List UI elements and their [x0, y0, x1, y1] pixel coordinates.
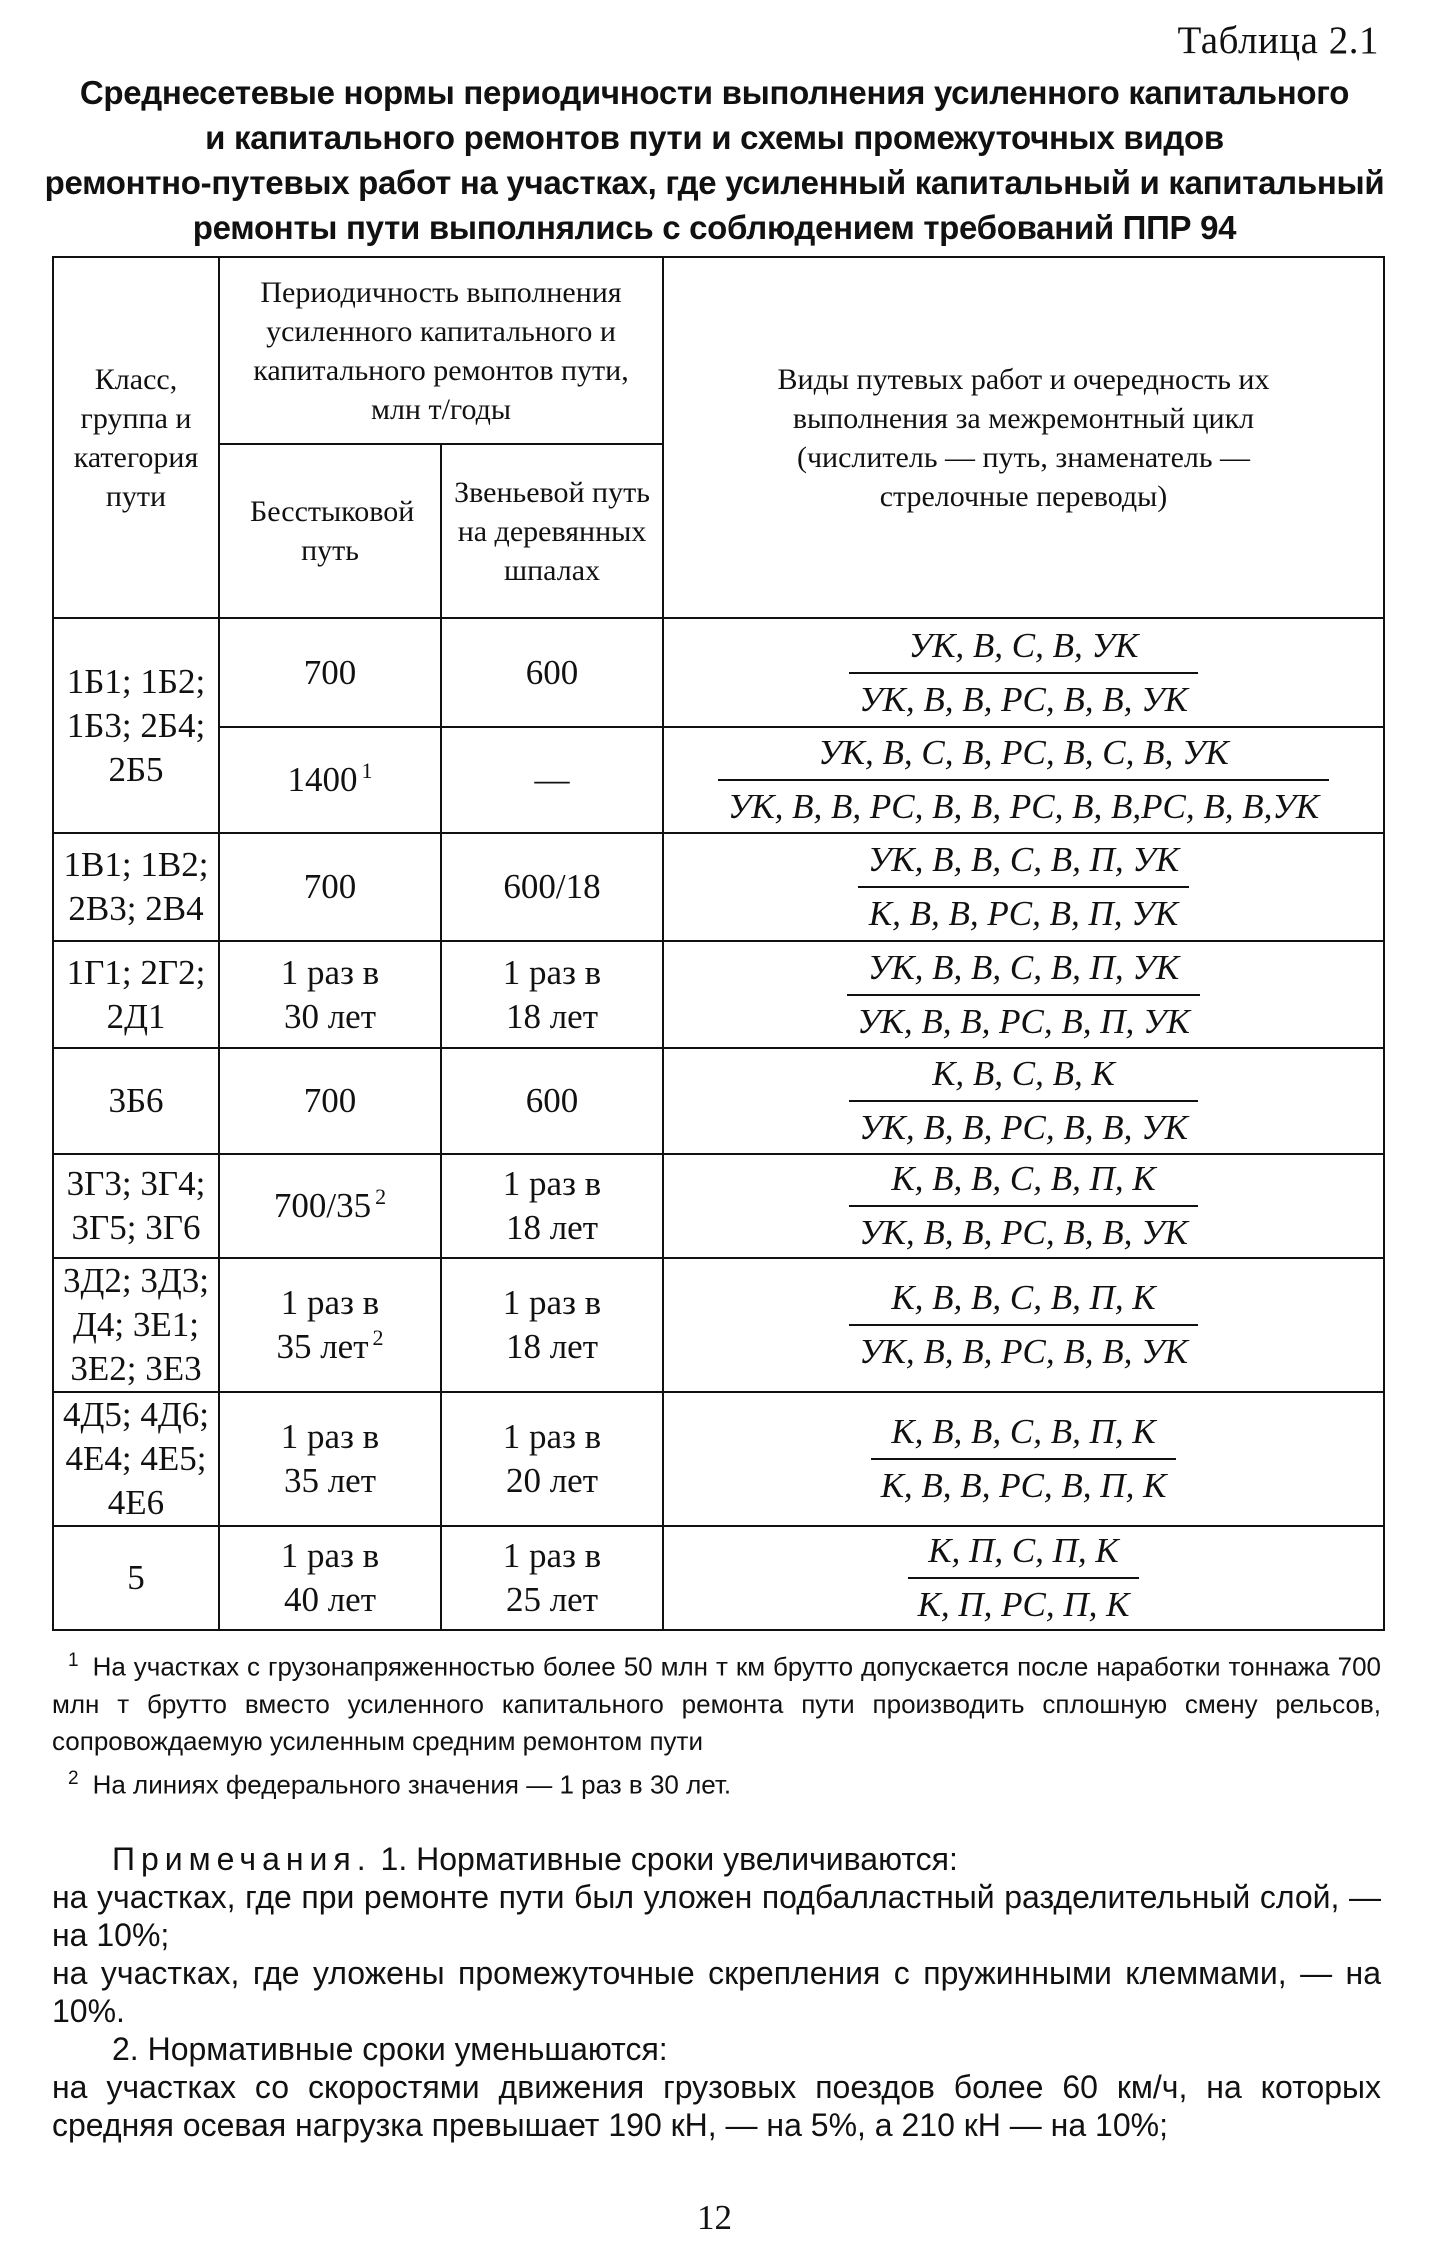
table-row — [53, 833, 1384, 941]
cell-jointless — [219, 1154, 441, 1258]
cell-jointed — [441, 618, 663, 727]
footnote-text: На линиях федерального значения — 1 раз в 30 лет. — [92, 1769, 732, 1800]
cell-jointed-text: 1 раз в 25 лет — [502, 1536, 602, 1619]
work-fraction — [849, 1157, 1198, 1255]
cell-class — [53, 1392, 219, 1526]
work-fraction — [871, 1410, 1177, 1508]
footnote-ref: 2 — [372, 1325, 384, 1351]
table-label: Таблица 2.1 — [1177, 19, 1379, 62]
cell-jointless-text: 1 раз в 40 лет — [280, 1536, 380, 1619]
cell-jointless — [219, 1258, 441, 1392]
cell-jointed-text: 600/18 — [503, 867, 601, 906]
table-row — [53, 1526, 1384, 1630]
cell-class-text: 1В1; 1В2; 2В3; 2В4 — [63, 845, 209, 928]
cell-jointless-text: 1 раз в 35 лет — [276, 1283, 380, 1366]
cell-jointed-text: 1 раз в 18 лет — [502, 1283, 602, 1366]
cell-class-text: 3Г3; 3Г4; 3Г5; 3Г6 — [66, 1164, 206, 1247]
fraction-numerator: К, В, В, С, В, П, К — [871, 1410, 1177, 1460]
fraction-denominator: УК, В, В, РС, В, В, УК — [859, 679, 1188, 719]
work-fraction — [718, 731, 1329, 829]
cell-works — [663, 833, 1384, 941]
fraction-denominator: К, В, В, РС, В, П, УК — [868, 894, 1179, 933]
cell-class — [53, 833, 219, 941]
footnote-mark: 1 — [68, 1650, 79, 1671]
cell-jointless — [219, 833, 441, 941]
cell-jointless — [219, 1526, 441, 1630]
cell-class-text: 5 — [127, 1558, 145, 1597]
cell-jointed — [441, 1048, 663, 1154]
fraction-denominator: УК, В, В, РС, В, П, УК — [857, 1001, 1190, 1041]
fraction-denominator: УК, В, В, РС, В, В, УК — [859, 1213, 1188, 1252]
cell-jointed — [441, 1392, 663, 1526]
cell-class-text: 1Г1; 2Г2; 2Д1 — [66, 952, 206, 1036]
cell-works — [663, 727, 1384, 833]
header-works-text: Виды путевых работ и очередность их выполнения за межремонтный цикл (числитель — путь, знаменатель — стрелочные переводы) — [777, 362, 1270, 513]
work-fraction — [849, 1052, 1198, 1150]
header-class-text: Класс, группа и категория пути — [73, 362, 199, 513]
cell-jointed-text: — — [534, 760, 570, 799]
header-jointed — [441, 444, 663, 618]
work-fraction — [908, 1529, 1140, 1627]
cell-jointless — [219, 941, 441, 1048]
fraction-denominator: К, П, РС, П, К — [917, 1585, 1130, 1624]
note-1b: на участках, где уложены промежуточные скрепления с пружинными клеммами, — на 10%. — [52, 1955, 1381, 2029]
table-row — [53, 1392, 1384, 1526]
cell-class — [53, 618, 219, 833]
cell-works — [663, 1154, 1384, 1258]
fraction-denominator: УК, В, В, РС, В, В, УК — [859, 1332, 1188, 1371]
footnote-ref: 1 — [361, 758, 373, 784]
cell-jointed — [441, 941, 663, 1048]
cell-class — [53, 1048, 219, 1154]
cell-class-text: 3Д2; 3Д3; Д4; 3Е1; 3Е2; 3Е3 — [63, 1261, 209, 1388]
page-number: 12 — [697, 2198, 732, 2237]
cell-jointed — [441, 1258, 663, 1392]
cell-jointed-text: 1 раз в 18 лет — [502, 952, 602, 1036]
work-fraction — [849, 1276, 1198, 1374]
table-row — [53, 1048, 1384, 1154]
work-fraction — [847, 946, 1200, 1044]
fraction-denominator: УК, В, В, РС, В, В, РС, В, В,РС, В, В,УК — [727, 787, 1320, 826]
cell-jointless-text: 1 раз в 35 лет — [280, 1417, 380, 1500]
work-fraction — [849, 624, 1198, 722]
cell-jointed-text: 600 — [525, 652, 579, 692]
title-line: и капитального ремонтов пути и схемы промежуточных видов — [205, 119, 1224, 156]
header-jointless-text: Бесстыковой путь — [250, 495, 415, 567]
cell-jointed — [441, 1526, 663, 1630]
header-class — [53, 257, 219, 618]
footnote-ref: 2 — [375, 1184, 387, 1210]
cell-jointless — [219, 1392, 441, 1526]
fraction-numerator: УК, В, С, В, УК — [849, 624, 1198, 674]
note-1-intro-text: 1. Нормативные сроки увеличиваются: — [380, 1841, 958, 1877]
cell-jointed — [441, 727, 663, 833]
cell-class — [53, 1258, 219, 1392]
table-title — [40, 70, 1389, 250]
cell-jointless — [219, 1048, 441, 1154]
work-fraction — [858, 838, 1189, 936]
fraction-numerator: УК, В, В, С, В, П, УК — [858, 838, 1189, 888]
cell-works — [663, 1048, 1384, 1154]
fraction-numerator: К, В, В, С, В, П, К — [849, 1157, 1198, 1207]
cell-works — [663, 618, 1384, 727]
cell-jointless-text: 700/35 — [273, 1186, 372, 1225]
header-period-text: Периодичность выполнения усиленного капитального и капитального ремонтов пути, млн т/годы — [253, 275, 629, 426]
cell-works — [663, 941, 1384, 1048]
header-jointed-text: Звеньевой путь на деревянных шпалах — [454, 475, 650, 587]
cell-jointless-text: 700 — [303, 867, 357, 906]
fraction-denominator: УК, В, В, РС, В, В, УК — [859, 1108, 1188, 1147]
cell-jointless-text: 700 — [303, 1081, 357, 1120]
fraction-numerator: УК, В, С, В, РС, В, С, В, УК — [718, 731, 1329, 781]
table-row — [53, 727, 1384, 833]
table-row — [53, 941, 1384, 1048]
cell-class — [53, 1526, 219, 1630]
cell-works — [663, 1526, 1384, 1630]
cell-class — [53, 941, 219, 1048]
header-jointless — [219, 444, 441, 618]
notes-heading: Примечания. — [112, 1841, 372, 1877]
title-line: ремонтно-путевых работ на участках, где усиленный капитальный и капитальный — [44, 164, 1385, 201]
cell-jointed-text: 1 раз в 18 лет — [502, 1164, 602, 1247]
fraction-numerator: К, В, С, В, К — [849, 1052, 1198, 1102]
cell-jointless-text: 1 раз в 30 лет — [280, 952, 380, 1036]
cell-works — [663, 1258, 1384, 1392]
cell-jointed-text: 600 — [525, 1081, 579, 1120]
header-period — [219, 257, 663, 444]
cell-class-text: 3Б6 — [108, 1081, 164, 1120]
cell-jointed — [441, 833, 663, 941]
footnotes — [52, 1642, 1381, 1803]
note-1-intro — [52, 1840, 1381, 1878]
notes-section — [52, 1840, 1381, 2144]
footnote-mark: 2 — [68, 1767, 79, 1789]
footnote-2 — [52, 1760, 1381, 1804]
note-2a: на участках со скоростями движения грузовых поездов более 60 км/ч, на которых средняя осевая нагрузка превышает 190 кН, — на 5%, а 210 кН — на 10%; — [52, 2069, 1381, 2143]
cell-class-text: 1Б1; 1Б2; 1Б3; 2Б4; 2Б5 — [66, 661, 206, 789]
fraction-numerator: К, В, В, С, В, П, К — [849, 1276, 1198, 1326]
footnote-1 — [52, 1642, 1381, 1760]
cell-jointed — [441, 1154, 663, 1258]
table-row — [53, 618, 1384, 727]
cell-jointed-text: 1 раз в 20 лет — [502, 1417, 602, 1500]
fraction-numerator: УК, В, В, С, В, П, УК — [847, 946, 1200, 996]
cell-class — [53, 1154, 219, 1258]
cell-works — [663, 1392, 1384, 1526]
cell-jointless — [219, 618, 441, 727]
norms-table — [52, 256, 1385, 1631]
fraction-denominator: К, В, В, РС, В, П, К — [880, 1466, 1167, 1505]
note-1a: на участках, где при ремонте пути был уложен подбалластный разделительный слой, — на 10%; — [52, 1879, 1381, 1953]
cell-jointless — [219, 727, 441, 833]
table-row — [53, 1258, 1384, 1392]
title-line: ремонты пути выполнялись с соблюдением требований ППР 94 — [192, 209, 1237, 246]
cell-jointless-text: 1400 — [287, 760, 358, 799]
cell-class-text: 4Д5; 4Д6; 4Е4; 4Е5; 4Е6 — [63, 1395, 209, 1522]
note-2-intro: 2. Нормативные сроки уменьшаются: — [112, 2031, 668, 2067]
table-row — [53, 1154, 1384, 1258]
header-works — [663, 257, 1384, 618]
cell-jointless-text: 700 — [303, 652, 357, 692]
footnote-text: На участках с грузонапряженностью более 50 млн т км брутто допускается после наработки тоннажа 700 млн т брутто вместо усиленного капитального ремонта пути производить сплошную смену рельсов, сопровождаемую усиленным средним ремонтом пути — [52, 1651, 1381, 1756]
title-line: Среднесетевые нормы периодичности выполнения усиленного капитального — [79, 74, 1350, 111]
fraction-numerator: К, П, С, П, К — [908, 1529, 1140, 1579]
